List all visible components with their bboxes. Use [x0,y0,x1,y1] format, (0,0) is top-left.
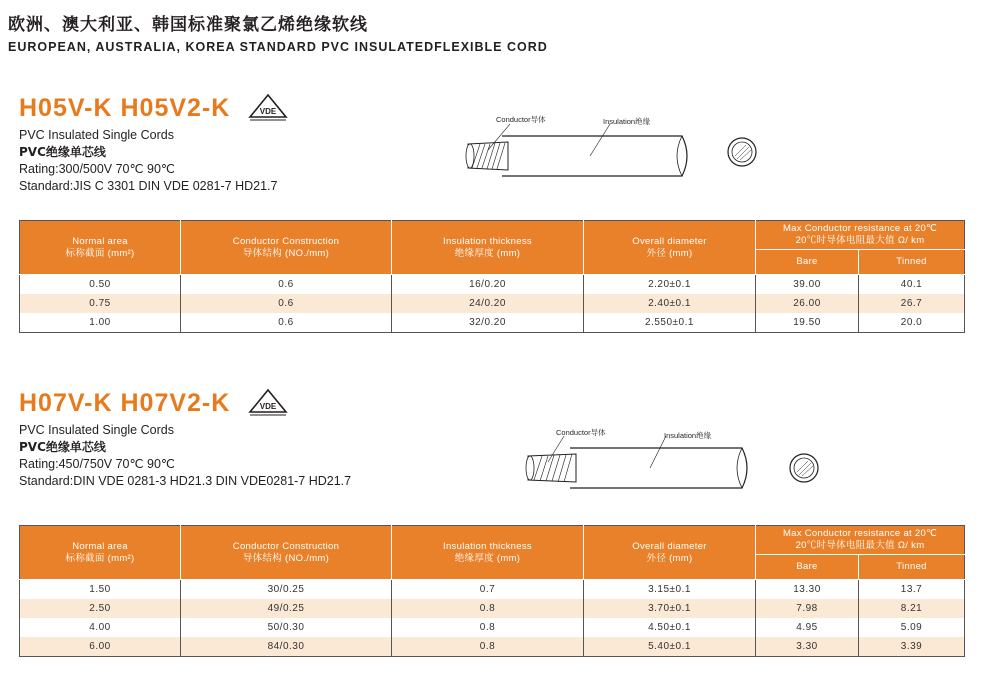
cell-conductor-construction: 0.6 [181,313,392,333]
table-row [20,637,965,657]
insulation-label-1: Insulation绝缘 [603,117,651,126]
table-row [20,275,965,295]
model-title-1: H05V-K H05V2-K [19,94,231,122]
conductor-label-1: Conductor导体 [496,115,546,124]
svg-text:VDE: VDE [259,107,277,116]
header-text: Insulation thickness [443,235,532,247]
cell-insulation-thickness: 0.8 [392,599,584,618]
vde-logo-icon [248,93,288,123]
header-bare: Bare [756,250,859,275]
header-tinned: Tinned [859,250,965,275]
cell-conductor-construction: 49/0.25 [181,599,392,618]
table-row [20,599,965,618]
title-chinese: 欧洲、澳大利亚、韩国标准聚氯乙烯绝缘软线 [8,15,368,35]
cell-conductor-construction: 84/0.30 [181,637,392,657]
cell-tinned: 3.39 [859,637,965,657]
header-text: 绝缘厚度 (mm) [454,552,521,564]
cell-normal-area: 1.50 [20,580,181,600]
insulation-label-2: Insulation绝缘 [664,431,712,440]
vde-logo-icon [248,388,288,418]
table-row [20,618,965,637]
header-text: 20℃时导体电阻最大值 Ω/ km [795,540,925,551]
table-row [20,580,965,600]
cell-bare: 7.98 [756,599,859,618]
cell-overall-diameter: 2.550±0.1 [584,313,756,333]
cell-tinned: 5.09 [859,618,965,637]
header-insulation-thickness [392,526,584,580]
section2-description [19,422,351,490]
header-tinned: Tinned [859,555,965,580]
header-text: Insulation thickness [443,540,532,552]
header-normal-area [20,221,181,275]
cell-conductor-construction: 0.6 [181,275,392,295]
header-bare: Bare [756,555,859,580]
spec-table-1 [19,220,965,333]
cell-insulation-thickness: 32/0.20 [392,313,584,333]
cell-bare: 13.30 [756,580,859,600]
cell-conductor-construction: 0.6 [181,294,392,313]
section1-description [19,127,277,195]
line-type: PVC Insulated Single Cords [19,128,174,142]
line-type-cn: PVC绝缘单芯线 [19,440,106,454]
cell-bare: 19.50 [756,313,859,333]
conductor-label-2: Conductor导体 [556,428,606,437]
header-text: 外径 (mm) [646,247,693,259]
header-overall-diameter [584,526,756,580]
line-type: PVC Insulated Single Cords [19,423,174,437]
header-text: 20℃时导体电阻最大值 Ω/ km [795,235,925,246]
table-row [20,313,965,333]
cell-tinned: 26.7 [859,294,965,313]
header-text: Overall diameter [632,540,707,552]
cell-overall-diameter: 4.50±0.1 [584,618,756,637]
header-text: Max Conductor resistance at 20℃ [782,223,938,234]
header-text: Conductor Construction [232,235,340,247]
cell-overall-diameter: 3.15±0.1 [584,580,756,600]
header-text: 导体结构 (NO./mm) [242,552,330,564]
cell-bare: 3.30 [756,637,859,657]
header-text: 标称截面 (mm²) [65,247,135,259]
cell-overall-diameter: 3.70±0.1 [584,599,756,618]
header-text: 导体结构 (NO./mm) [242,247,330,259]
cell-normal-area: 0.75 [20,294,181,313]
svg-text:VDE: VDE [259,402,277,411]
header-conductor-construction [181,526,392,580]
cell-overall-diameter: 5.40±0.1 [584,637,756,657]
cell-normal-area: 2.50 [20,599,181,618]
header-text: 绝缘厚度 (mm) [454,247,521,259]
cell-insulation-thickness: 0.8 [392,637,584,657]
cell-normal-area: 0.50 [20,275,181,295]
header-max-resistance [756,526,965,555]
line-type-cn: PVC绝缘单芯线 [19,145,106,159]
header-text: Normal area [72,540,128,552]
cell-overall-diameter: 2.20±0.1 [584,275,756,295]
title-english: EUROPEAN, AUSTRALIA, KOREA STANDARD PVC INSULATEDFLEXIBLE CORD [8,40,548,54]
cell-bare: 4.95 [756,618,859,637]
cell-bare: 39.00 [756,275,859,295]
header-max-resistance [756,221,965,250]
cell-bare: 26.00 [756,294,859,313]
line-standard: Standard:DIN VDE 0281-3 HD21.3 DIN VDE0281-7 HD21.7 [19,474,352,488]
header-text: Max Conductor resistance at 20℃ [782,528,938,539]
cell-normal-area: 4.00 [20,618,181,637]
line-rating: Rating:450/750V 70℃ 90℃ [19,457,175,471]
header-conductor-construction [181,221,392,275]
line-standard: Standard:JIS C 3301 DIN VDE 0281-7 HD21.7 [19,179,278,193]
header-overall-diameter [584,221,756,275]
header-text: Overall diameter [632,235,707,247]
cell-insulation-thickness: 16/0.20 [392,275,584,295]
model-title-2: H07V-K H07V2-K [19,389,231,417]
cell-tinned: 20.0 [859,313,965,333]
cell-tinned: 40.1 [859,275,965,295]
cell-conductor-construction: 50/0.30 [181,618,392,637]
cell-insulation-thickness: 0.8 [392,618,584,637]
cell-tinned: 13.7 [859,580,965,600]
header-text: Normal area [72,235,128,247]
header-text: 外径 (mm) [646,552,693,564]
header-insulation-thickness [392,221,584,275]
cell-normal-area: 1.00 [20,313,181,333]
cell-normal-area: 6.00 [20,637,181,657]
header-text: 标称截面 (mm²) [65,552,135,564]
cell-insulation-thickness: 0.7 [392,580,584,600]
cell-tinned: 8.21 [859,599,965,618]
cell-insulation-thickness: 24/0.20 [392,294,584,313]
spec-table-2 [19,525,965,657]
table-row [20,294,965,313]
header-normal-area [20,526,181,580]
header-text: Conductor Construction [232,540,340,552]
cell-conductor-construction: 30/0.25 [181,580,392,600]
cell-overall-diameter: 2.40±0.1 [584,294,756,313]
line-rating: Rating:300/500V 70℃ 90℃ [19,162,175,176]
